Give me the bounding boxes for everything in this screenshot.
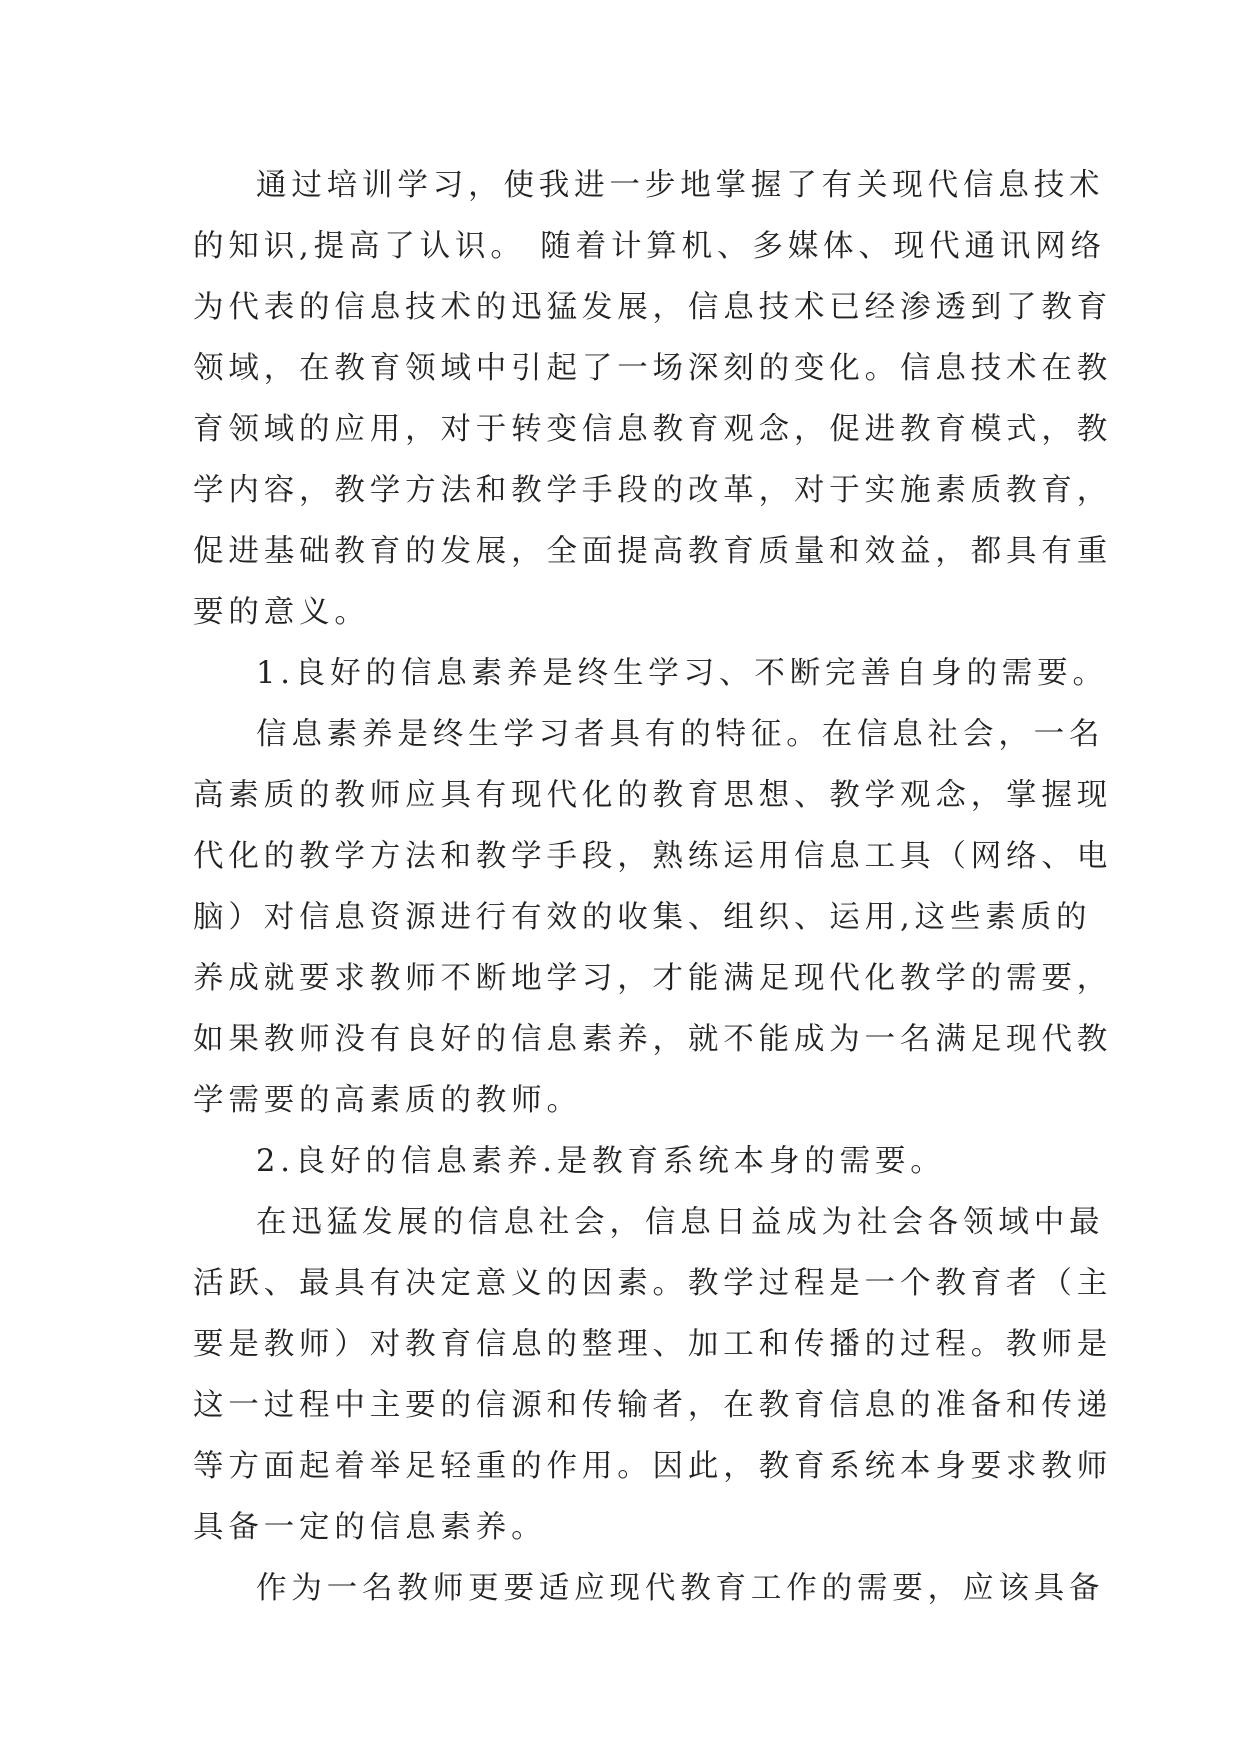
text-line: 信息素养是终生学习者具有的特征。在信息社会，一名 — [256, 717, 1105, 752]
text-line: 为代表的信息技术的迅猛发展，信息技术已经渗透到了教育 — [193, 290, 1113, 325]
text-line: 领域，在教育领域中引起了一场深刻的变化。信息技术在教 — [193, 351, 1113, 386]
text-line: 促进基础教育的发展，全面提高教育质量和效益，都具有重 — [193, 534, 1113, 569]
text-line: 具备一定的信息素养。 — [193, 1510, 547, 1545]
text-line: 高素质的教师应具有现代化的教育思想、教学观念，掌握现 — [193, 778, 1113, 813]
text-line: 育领域的应用，对于转变信息教育观念，促进教育模式，教 — [193, 412, 1113, 447]
text-line: 要是教师）对教育信息的整理、加工和传播的过程。教师是 — [193, 1327, 1113, 1362]
text-line: 作为一名教师更要适应现代教育工作的需要，应该具备 — [256, 1571, 1105, 1606]
text-line: 要的意义。 — [193, 595, 370, 630]
section-heading: 2.良好的信息素养.是教育系统本身的需要。 — [256, 1144, 946, 1179]
text-line: 在迅猛发展的信息社会，信息日益成为社会各领域中最 — [256, 1205, 1105, 1240]
text-line: 这一过程中主要的信源和传输者，在教育信息的准备和传递 — [193, 1388, 1113, 1423]
section-heading: 1.良好的信息素养是终生学习、不断完善自身的需要。 — [256, 656, 1108, 691]
text-line: 活跃、最具有决定意义的因素。教学过程是一个教育者（主 — [193, 1266, 1113, 1301]
text-line: 代化的教学方法和教学手段，熟练运用信息工具（网络、电 — [193, 839, 1113, 874]
text-line: 等方面起着举足轻重的作用。因此，教育系统本身要求教师 — [193, 1449, 1113, 1484]
text-line: 学内容，教学方法和教学手段的改革，对于实施素质教育， — [193, 473, 1113, 508]
text-line: 如果教师没有良好的信息素养，就不能成为一名满足现代教 — [193, 1022, 1113, 1057]
text-line: 学需要的高素质的教师。 — [193, 1083, 582, 1118]
text-line: 脑）对信息资源进行有效的收集、组织、运用,这些素质的 — [193, 900, 1092, 935]
text-line: 通过培训学习，使我进一步地掌握了有关现代信息技术 — [256, 168, 1105, 203]
text-line: 养成就要求教师不断地学习，才能满足现代化教学的需要， — [193, 961, 1113, 996]
text-line: 的知识,提高了认识。 随着计算机、多媒体、现代通讯网络 — [193, 229, 1106, 264]
